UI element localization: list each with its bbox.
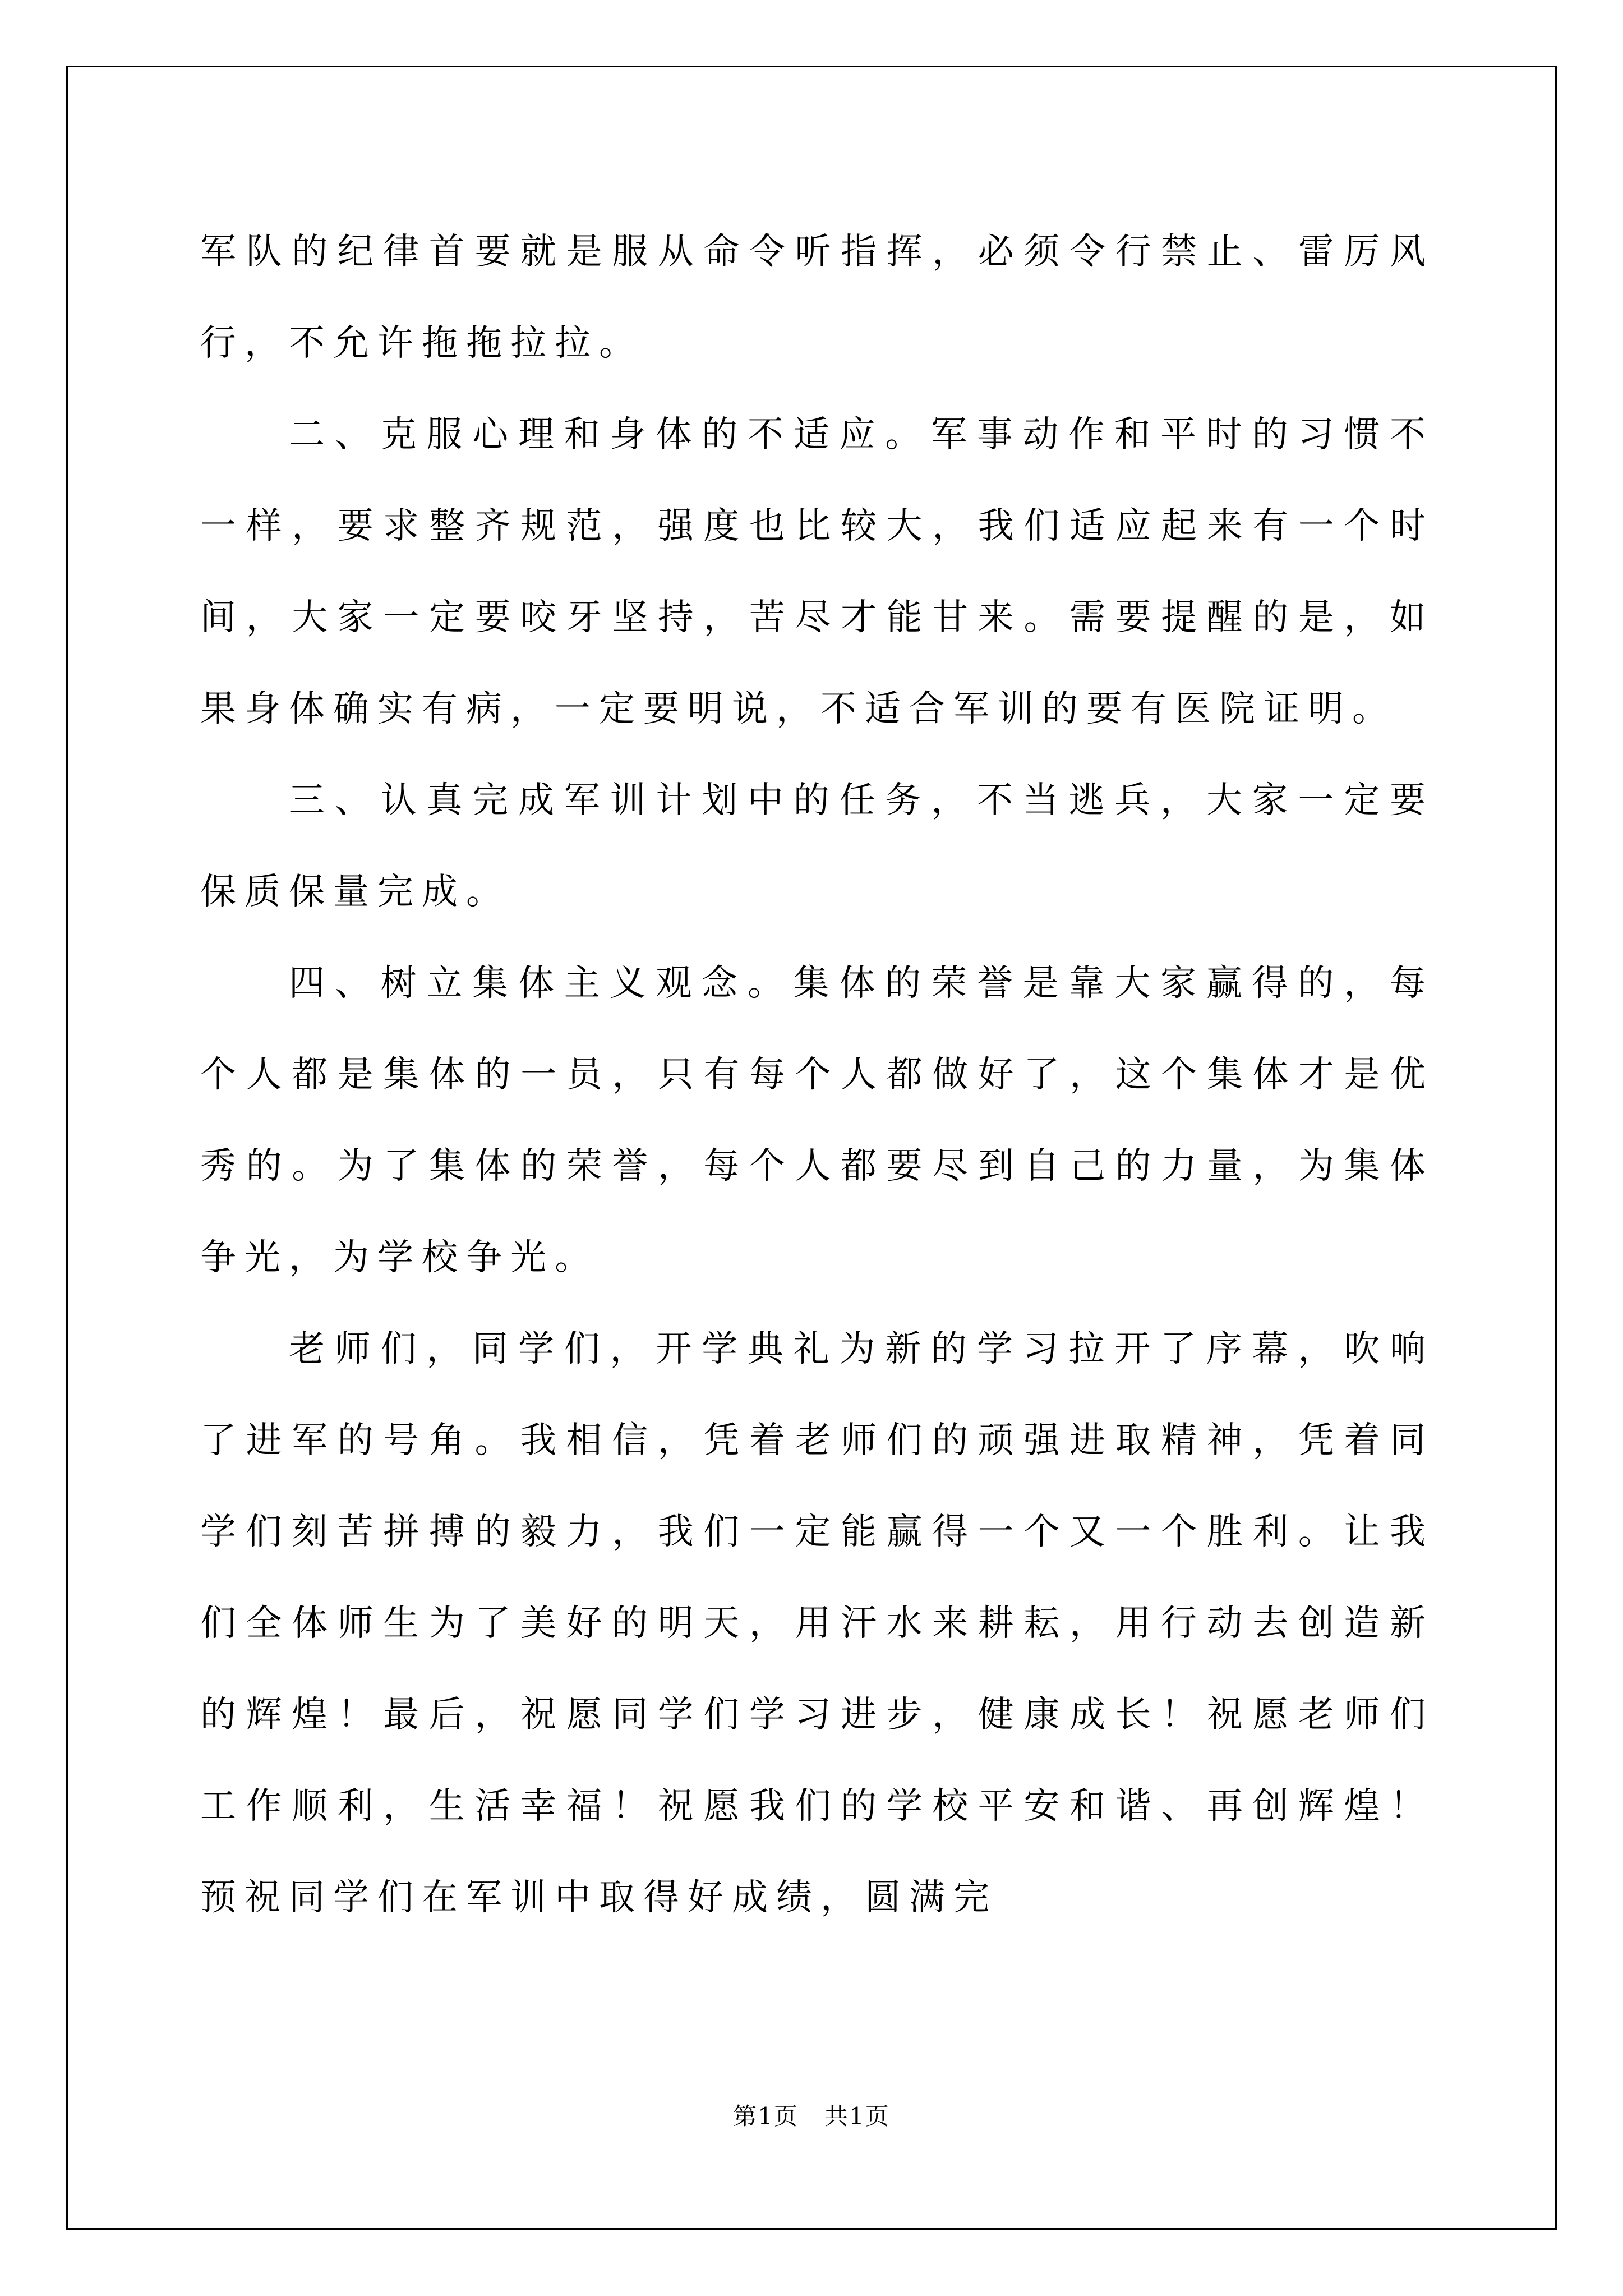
document-body xyxy=(200,206,1434,1944)
paragraph-1: 军队的纪律首要就是服从命令听指挥，必须令行禁止、雷厉风行，不允许拖拖拉拉。 xyxy=(200,231,1434,364)
paragraph-2: 二、克服心理和身体的不适应。军事动作和平时的习惯不一样，要求整齐规范，强度也比较大，我们适应起来有一个时间，大家一定要咬牙坚持，苦尽才能甘来。需要提醒的是，如果身体确实有病，一定要明说，不适合军训的要有医院证明。 xyxy=(200,414,1434,730)
paragraph-3: 三、认真完成军训计划中的任务，不当逃兵，大家一定要保质保量完成。 xyxy=(200,780,1434,913)
paragraph-5: 老师们，同学们，开学典礼为新的学习拉开了序幕，吹响了进军的号角。我相信，凭着老师们的顽强进取精神，凭着同学们刻苦拼搏的毅力，我们一定能赢得一个又一个胜利。让我们全体师生为了美好的明天，用汗水来耕耘，用行动去创造新的辉煌！最后，祝愿同学们学习进步，健康成长！祝愿老师们工作顺利，生活幸福！祝愿我们的学校平安和谐、再创辉煌！预祝同学们在军训中取得好成绩，圆满完 xyxy=(200,1328,1434,1918)
paragraph-4: 四、树立集体主义观念。集体的荣誉是靠大家赢得的，每个人都是集体的一员，只有每个人都做好了，这个集体才是优秀的。为了集体的荣誉，每个人都要尽到自己的力量，为集体争光，为学校争光。 xyxy=(200,963,1434,1278)
page-footer xyxy=(0,2100,1623,2133)
footer-spacer xyxy=(799,2102,824,2130)
page-total: 共1页 xyxy=(824,2102,890,2130)
page-number: 第1页 xyxy=(733,2102,799,2130)
